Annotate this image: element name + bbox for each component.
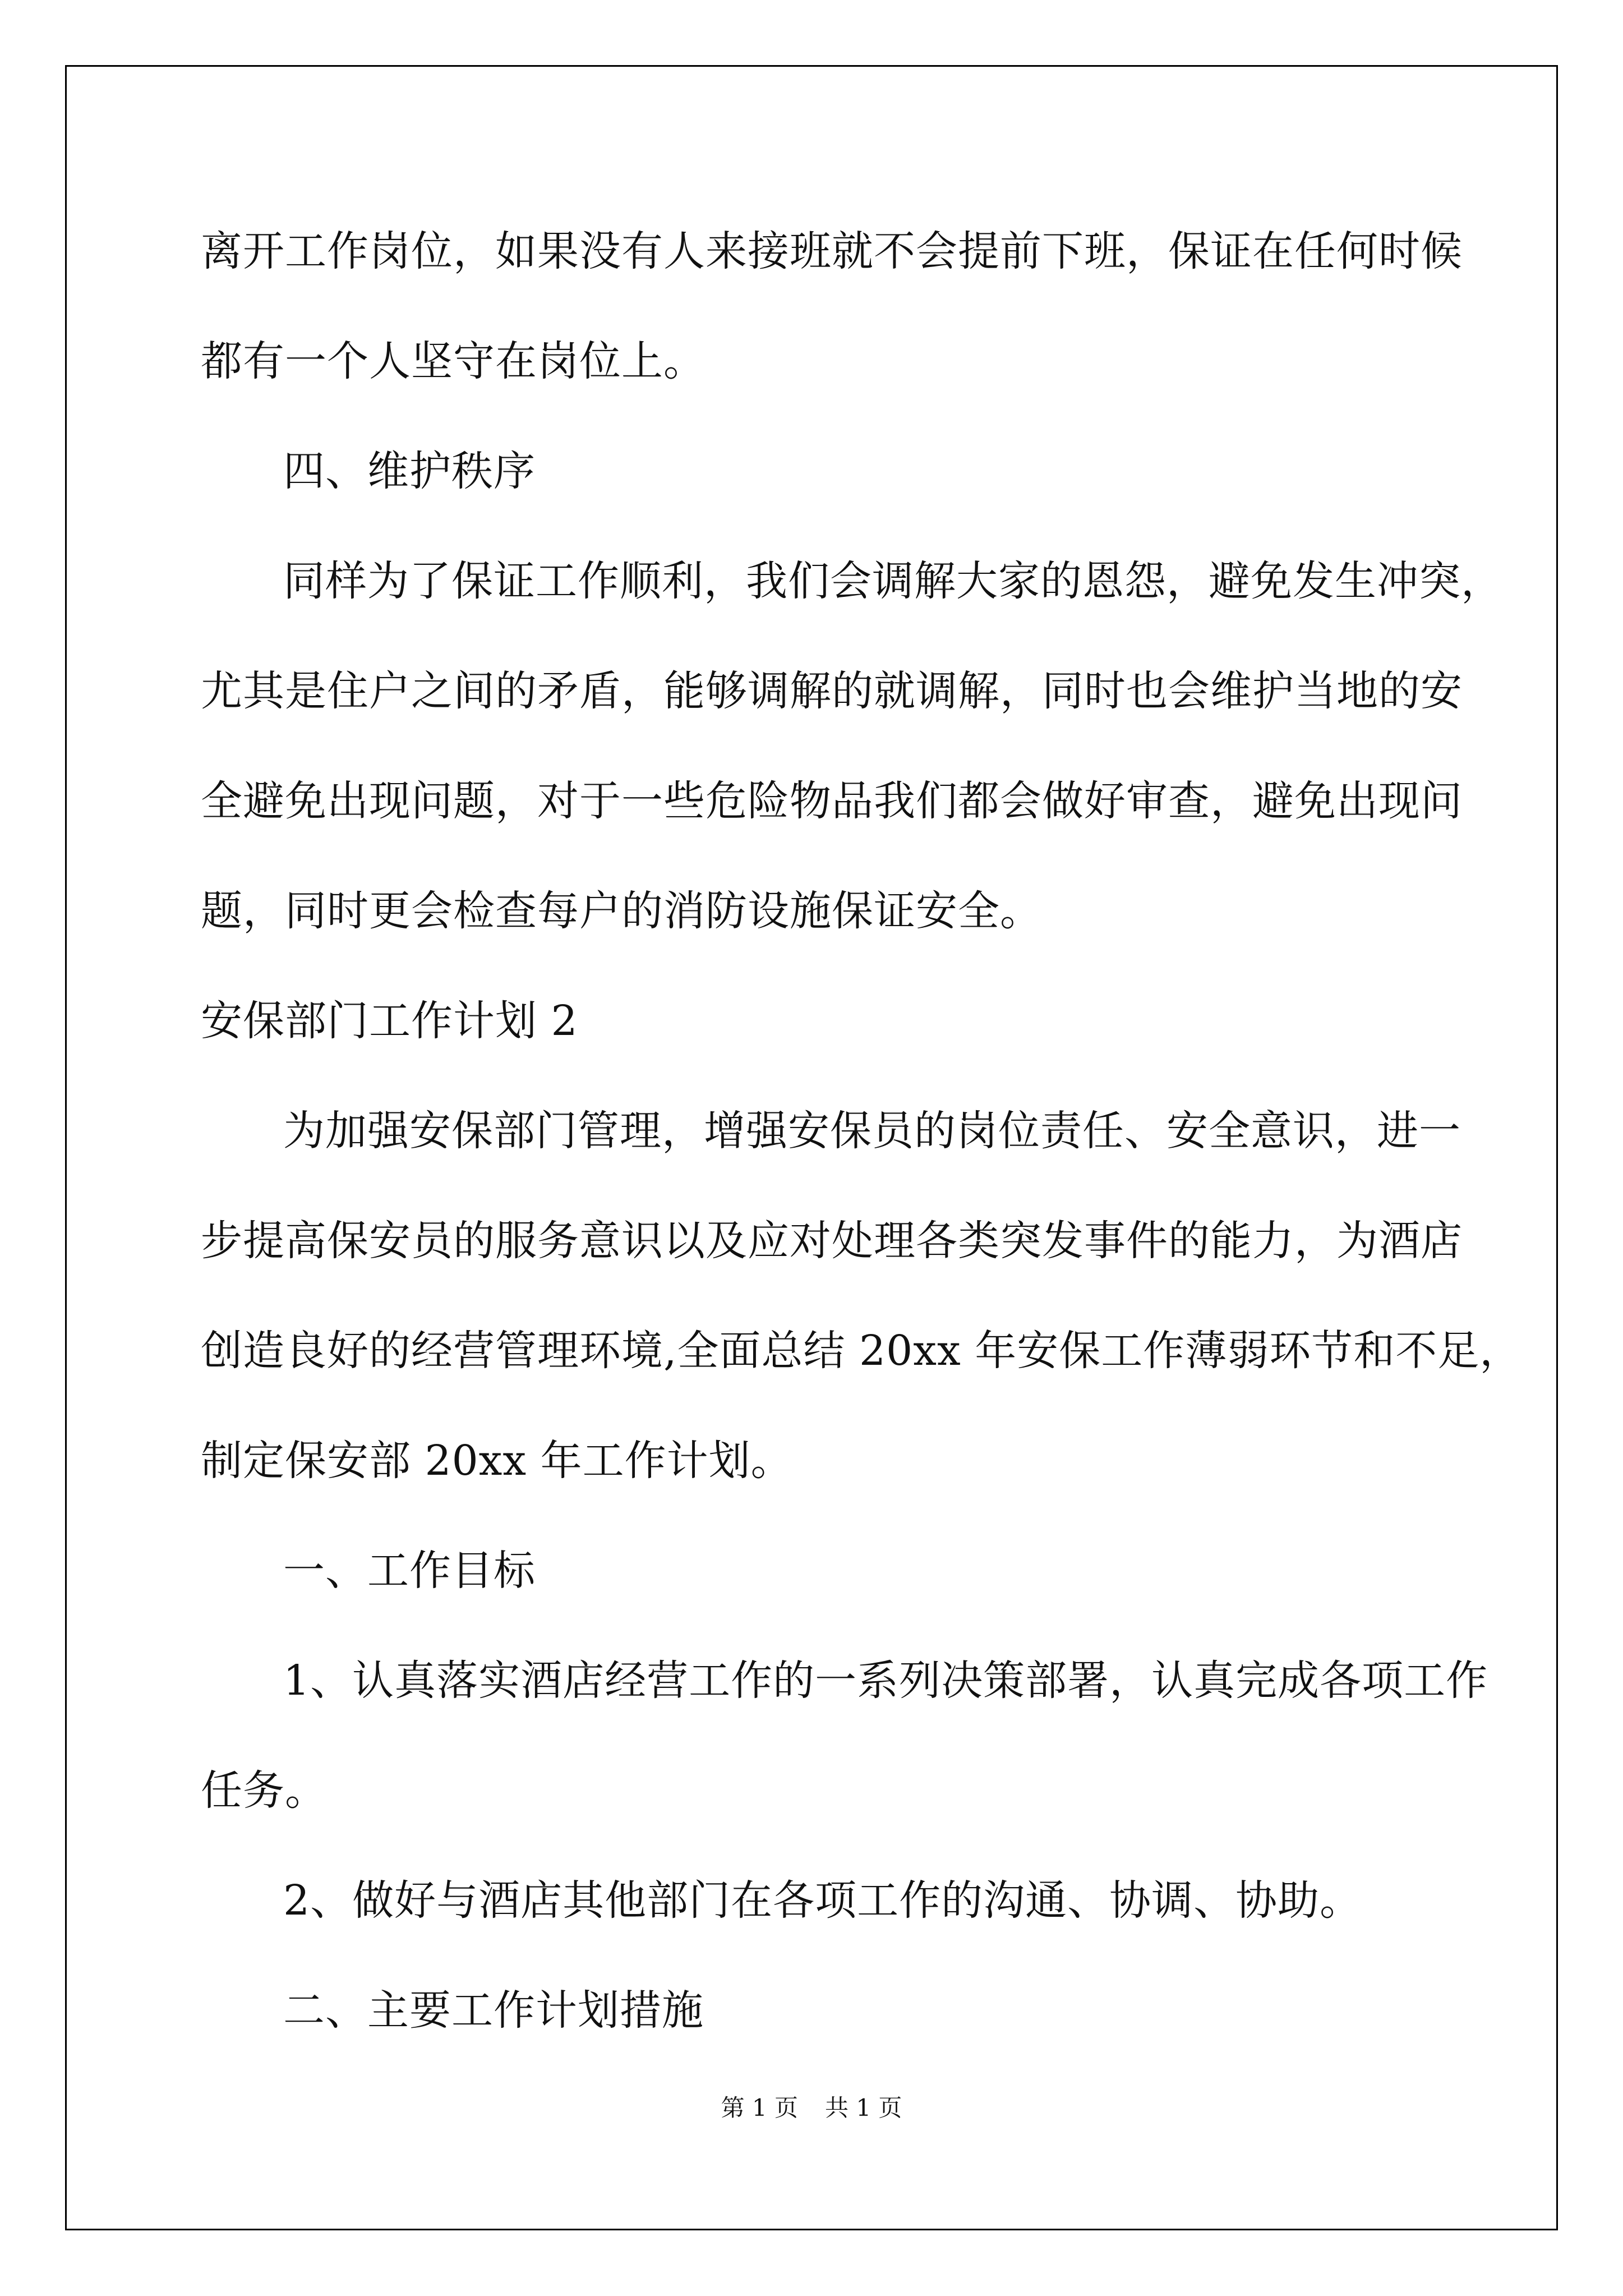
section-heading: 四、维护秩序 <box>283 447 536 495</box>
page-footer <box>0 2091 1623 2125</box>
body-line: 全避免出现问题，对于一些危险物品我们都会做好审查，避免出现问 <box>201 777 1463 825</box>
body-line: 制定保安部 20xx 年工作计划。 <box>201 1437 793 1485</box>
body-line: 题，同时更会检查每户的消防设施保证安全。 <box>201 887 1042 935</box>
section-heading: 一、工作目标 <box>283 1547 536 1595</box>
page-total: 共 1 页 <box>825 2094 902 2122</box>
body-line: 步提高保安员的服务意识以及应对处理各类突发事件的能力，为酒店 <box>201 1217 1463 1265</box>
body-line: 都有一个人坚守在岗位上。 <box>201 337 706 385</box>
body-line: 同样为了保证工作顺利，我们会调解大家的恩怨，避免发生冲突， <box>283 557 1503 605</box>
body-line: 创造良好的经营管理环境,全面总结 20xx 年安保工作薄弱环节和不足， <box>201 1327 1522 1375</box>
section-heading: 二、主要工作计划措施 <box>283 1986 704 2035</box>
page-number: 第 1 页 <box>721 2094 798 2122</box>
list-item: 2、做好与酒店其他部门在各项工作的沟通、协调、协助。 <box>283 1876 1362 1925</box>
body-line: 尤其是住户之间的矛盾，能够调解的就调解，同时也会维护当地的安 <box>201 667 1463 715</box>
list-item: 1、认真落实酒店经营工作的一系列决策部署，认真完成各项工作 <box>283 1657 1488 1705</box>
list-item-continuation: 任务。 <box>201 1766 327 1815</box>
document-title: 安保部门工作计划 2 <box>201 997 578 1045</box>
body-line: 为加强安保部门管理，增强安保员的岗位责任、安全意识，进一 <box>283 1107 1461 1155</box>
body-line: 离开工作岗位，如果没有人来接班就不会提前下班，保证在任何时候 <box>201 227 1463 275</box>
